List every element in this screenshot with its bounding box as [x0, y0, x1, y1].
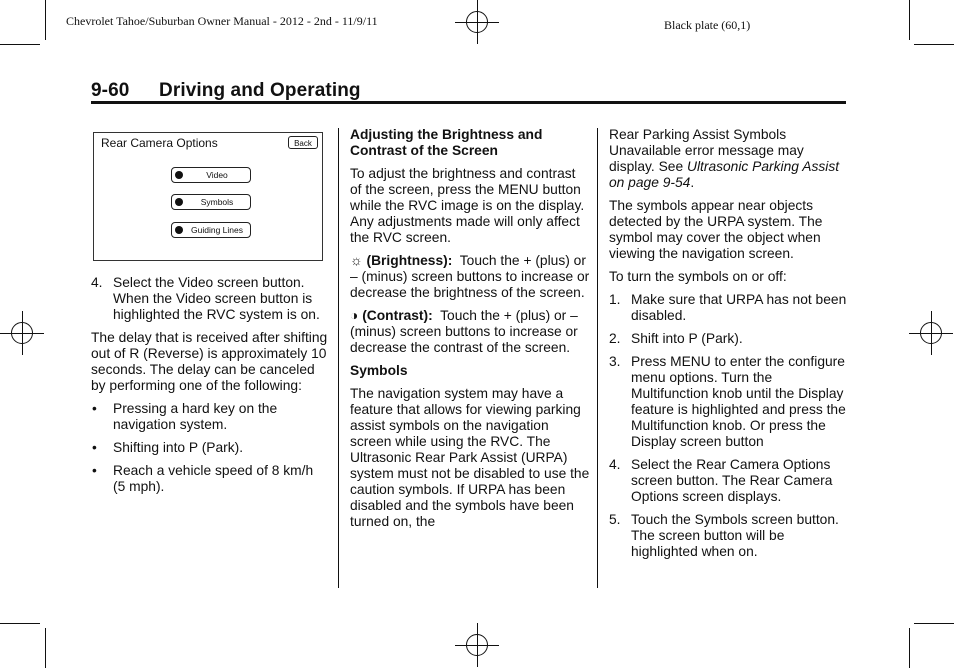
rear-camera-options-screen	[93, 132, 323, 261]
video-screen-button: Video	[171, 167, 251, 183]
bullet-item: • Pressing a hard key on the navigation system.	[92, 401, 278, 432]
crop-mark	[45, 628, 46, 668]
paragraph: Rear Parking Assist Symbols Unavailable error message may display. See Ultrasonic Parking Assist on page 9-54.	[609, 127, 840, 190]
guiding-lines-screen-button: Guiding Lines	[171, 222, 251, 238]
paragraph: The symbols appear near objects detected by the URPA system. The symbol may cover the object when viewing the navigation screen.	[609, 198, 823, 261]
heading-symbols: Symbols	[350, 363, 408, 378]
heading-brightness-contrast: Adjusting the Brightness and Contrast of the Screen	[350, 127, 543, 158]
numbered-step: 4. Select the Rear Camera Options screen button. The Rear Camera Options screen displays.	[609, 457, 833, 504]
column-divider	[597, 128, 598, 588]
bullet-item: • Shifting into P (Park).	[92, 440, 244, 455]
title-rule	[91, 101, 846, 104]
numbered-step: 5. Touch the Symbols screen button. The screen button will be highlighted when on.	[609, 512, 839, 559]
page-number: 9-60	[91, 80, 130, 101]
numbered-step: 2. Shift into P (Park).	[609, 331, 743, 346]
bullet-icon	[175, 171, 183, 179]
column-divider	[338, 128, 339, 588]
crop-mark	[0, 44, 40, 45]
section-title: Driving and Operating	[159, 80, 361, 101]
numbered-step: 4. Select the Video screen button. When the Video screen button is highlighted the RVC system is on.	[91, 275, 320, 322]
crop-mark	[914, 44, 954, 45]
contrast-icon: ◑	[350, 308, 359, 323]
paragraph: To adjust the brightness and contrast of the screen, press the MENU button while the RVC image is on the display. Any adjustments made will only affect the RVC screen.	[350, 166, 585, 245]
crop-mark	[0, 623, 40, 624]
cross-reference-link: Ultrasonic Parking Assist on page 9-54	[609, 159, 840, 190]
numbered-step: 3. Press MENU to enter the configure menu options. Turn the Multifunction knob until the Display feature is highlighted and press the Multifunction knob. Or press the Display screen button	[609, 354, 846, 449]
bullet-icon	[175, 198, 183, 206]
brightness-paragraph: ☼ (Brightness): Touch the + (plus) or – (minus) screen buttons to increase or decrease the brightness of the screen.	[350, 253, 590, 300]
column-1	[91, 275, 329, 502]
bullet-item: • Reach a vehicle speed of 8 km/h (5 mph).	[92, 463, 314, 494]
paragraph: To turn the symbols on or off:	[609, 269, 787, 284]
column-2	[350, 127, 590, 537]
paragraph: The navigation system may have a feature that allows for viewing parking assist symbols on the navigation screen while using the RVC. The Ultrasonic Rear Park Assist (URPA) system must not be disabled to use the caution symbols. If URPA has been disabled and the symbols have been turned on, the	[350, 386, 590, 529]
brightness-icon: ☼	[350, 253, 363, 268]
print-header-right: Black plate (60,1)	[664, 18, 751, 32]
print-header-left: Chevrolet Tahoe/Suburban Owner Manual - 2012 - 2nd - 11/9/11	[66, 14, 378, 28]
screen-title: Rear Camera Options	[101, 136, 218, 150]
numbered-step: 1. Make sure that URPA has not been disabled.	[609, 292, 847, 323]
crop-mark	[45, 0, 46, 40]
crop-mark	[909, 628, 910, 668]
contrast-paragraph: ◑ (Contrast): Touch the + (plus) or – (minus) screen buttons to increase or decrease the contrast of the screen.	[350, 308, 578, 355]
paragraph: The delay that is received after shifting out of R (Reverse) is approximately 10 seconds. The delay can be canceled by performing one of the following:	[91, 330, 328, 393]
bullet-icon	[175, 226, 183, 234]
symbols-screen-button: Symbols	[171, 194, 251, 210]
page-title	[91, 80, 361, 102]
crop-mark	[909, 0, 910, 40]
column-3	[609, 127, 849, 567]
back-button: Back	[288, 136, 318, 149]
crop-mark	[914, 623, 954, 624]
